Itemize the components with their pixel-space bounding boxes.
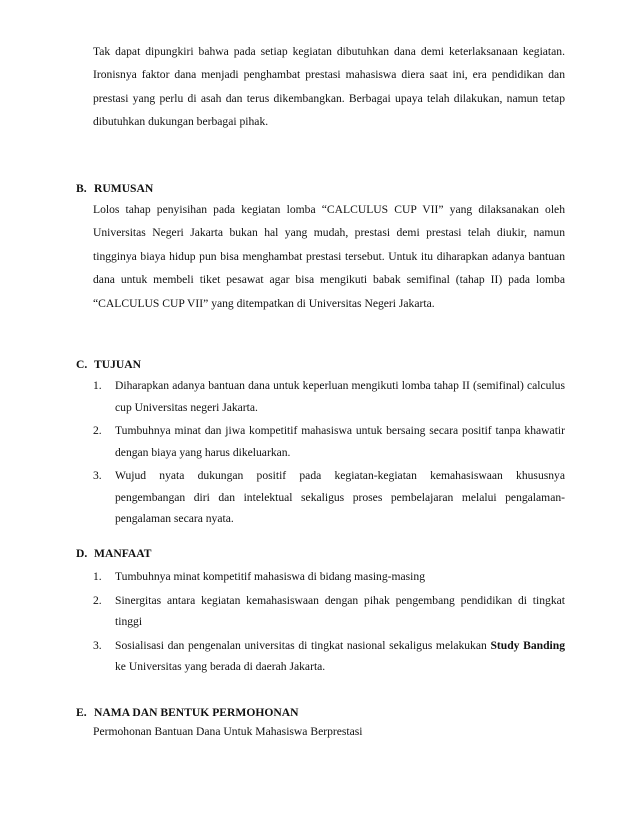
list-number: 3. (93, 638, 102, 652)
list-item-text: Sinergitas antara kegiatan kemahasiswaan dengan pihak pengembang pendidikan di tingkat tinggi (115, 593, 565, 628)
list-item-text: Diharapkan adanya bantuan dana untuk keperluan mengikuti lomba tahap II (semifinal) calculus cup Universitas negeri Jakarta. (115, 379, 565, 414)
list-item (93, 635, 565, 678)
list-item-text-before: Sosialisasi dan pengenalan universitas di tingkat nasional sekaligus melakukan (115, 638, 491, 652)
section-letter: C. (76, 358, 88, 371)
section-title: MANFAAT (94, 547, 152, 560)
list-item (93, 590, 565, 633)
section-title: RUMUSAN (94, 182, 154, 195)
nama-paragraph: Permohonan Bantuan Dana Untuk Mahasiswa Berprestasi (93, 725, 363, 738)
list-item-text: Wujud nyata dukungan positif pada kegiatan-kegiatan kemahasiswaan khususnya pengembangan diri dan intelektual sekaligus proses pembelajaran melalui pengalaman-pengalaman secara nyata. (115, 469, 565, 525)
section-letter: E. (76, 706, 87, 719)
section-heading-rumusan (76, 180, 153, 198)
list-item (93, 465, 565, 530)
section-title: TUJUAN (94, 358, 142, 371)
intro-paragraph: Tak dapat dipungkiri bahwa pada setiap kegiatan dibutuhkan dana demi keterlaksanaan kegiatan. Ironisnya faktor dana menjadi penghambat prestasi mahasiswa diera saat ini, era pendidikan dan prestasi yang perlu di asah dan terus dikembangkan. Berbagai upaya telah dilakukan, namun tetap dibutuhkan dukungan berbagai pihak. (93, 45, 565, 129)
list-number: 2. (93, 593, 102, 607)
section-letter: D. (76, 547, 88, 560)
list-item-text: Tumbuhnya minat dan jiwa kompetitif mahasiswa untuk bersaing secara positif tanpa khawatir dengan biaya yang harus dikeluarkan. (115, 424, 565, 459)
list-number: 3. (93, 469, 102, 482)
section-heading-manfaat (76, 545, 152, 563)
section-letter: B. (76, 182, 87, 195)
list-number: 1. (93, 570, 102, 583)
list-item-text (115, 639, 565, 674)
list-item-text-after: ke Universitas yang berada di daerah Jakarta. (115, 660, 326, 673)
list-number: 1. (93, 379, 102, 392)
manfaat-list (93, 566, 565, 680)
section-title: NAMA DAN BENTUK PERMOHONAN (94, 706, 299, 719)
rumusan-paragraph: Lolos tahap penyisihan pada kegiatan lomba “CALCULUS CUP VII” yang dilaksanakan oleh Universitas Negeri Jakarta bukan hal yang mudah, prestasi demi prestasi telah diukir, namun tingginya biaya hidup pun bisa menghambat prestasi tersebut. Untuk itu diharapkan adanya bantuan dana untuk membeli tiket pesawat agar bisa mengikuti babak semifinal (tahap II) pada lomba “CALCULUS CUP VII” yang ditempatkan di Universitas Negeri Jakarta. (93, 203, 565, 310)
list-item-text-bold: Study Banding (490, 638, 565, 652)
list-item (93, 375, 565, 418)
list-item-text: Tumbuhnya minat kompetitif mahasiswa di bidang masing-masing (115, 570, 425, 583)
list-item (93, 566, 565, 588)
list-item (93, 420, 565, 463)
list-number: 2. (93, 424, 102, 437)
tujuan-list (93, 375, 565, 532)
section-heading-tujuan (76, 356, 141, 374)
